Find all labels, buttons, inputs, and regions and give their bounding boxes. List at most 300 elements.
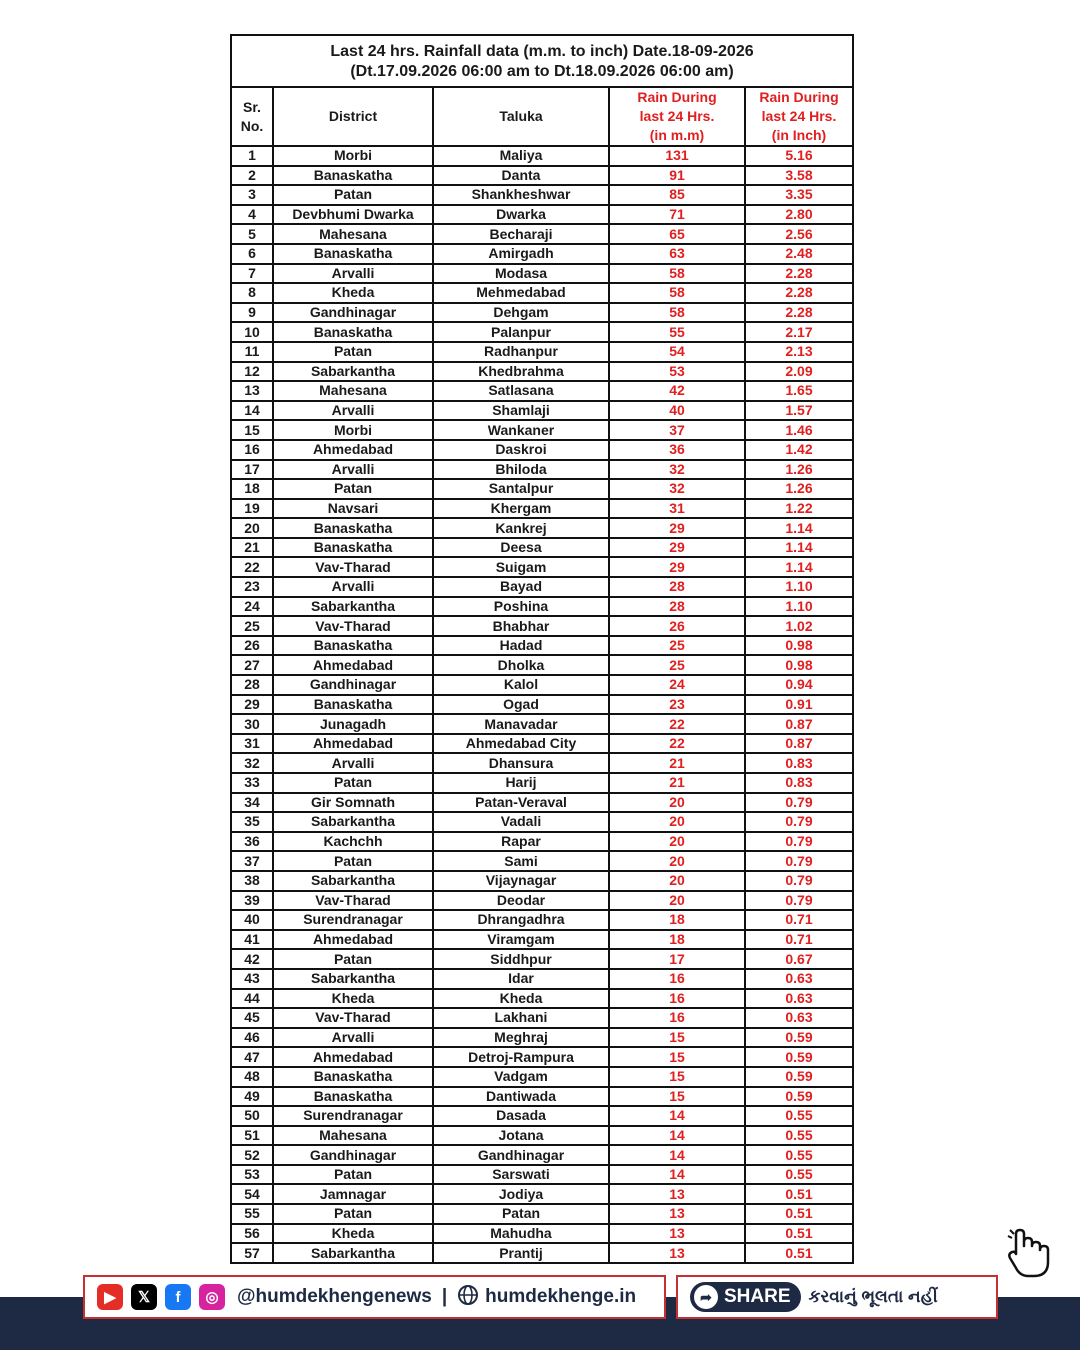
cell-district: Gandhinagar: [273, 303, 433, 323]
cell-district: Vav-Tharad: [273, 557, 433, 577]
cell-sr-no: 27: [231, 655, 273, 675]
cell-sr-no: 1: [231, 146, 273, 166]
cell-taluka: Bhiloda: [433, 460, 609, 480]
cell-rain-inch: 0.94: [745, 675, 853, 695]
cell-sr-no: 36: [231, 832, 273, 852]
cell-taluka: Mehmedabad: [433, 283, 609, 303]
cell-sr-no: 23: [231, 577, 273, 597]
table-row: [231, 597, 853, 617]
cell-sr-no: 40: [231, 910, 273, 930]
cell-district: Patan: [273, 342, 433, 362]
cell-rain-mm: 18: [609, 910, 745, 930]
cell-rain-inch: 1.26: [745, 479, 853, 499]
cell-rain-mm: 25: [609, 655, 745, 675]
cell-rain-inch: 0.79: [745, 793, 853, 813]
cell-sr-no: 55: [231, 1204, 273, 1224]
cell-district: Banaskatha: [273, 322, 433, 342]
cell-rain-inch: 0.79: [745, 851, 853, 871]
cell-rain-inch: 0.51: [745, 1184, 853, 1204]
cell-taluka: Danta: [433, 166, 609, 186]
table-row: [231, 812, 853, 832]
table-row: [231, 636, 853, 656]
cell-taluka: Dwarka: [433, 205, 609, 225]
cell-taluka: Maliya: [433, 146, 609, 166]
cell-rain-inch: 0.98: [745, 636, 853, 656]
cell-district: Arvalli: [273, 264, 433, 284]
cell-rain-mm: 18: [609, 930, 745, 950]
table-row: [231, 675, 853, 695]
cell-district: Patan: [273, 1204, 433, 1224]
cell-sr-no: 6: [231, 244, 273, 264]
cell-taluka: Hadad: [433, 636, 609, 656]
cell-rain-mm: 32: [609, 460, 745, 480]
cell-rain-mm: 28: [609, 577, 745, 597]
cell-rain-mm: 13: [609, 1184, 745, 1204]
header-sr-no: [231, 87, 273, 146]
cell-rain-mm: 16: [609, 1008, 745, 1028]
cell-sr-no: 22: [231, 557, 273, 577]
cell-district: Patan: [273, 185, 433, 205]
cell-taluka: Kheda: [433, 989, 609, 1009]
table-row: [231, 989, 853, 1009]
table-row: [231, 224, 853, 244]
cell-district: Mahesana: [273, 381, 433, 401]
cell-taluka: Jotana: [433, 1126, 609, 1146]
cell-rain-mm: 14: [609, 1165, 745, 1185]
cell-district: Sabarkantha: [273, 362, 433, 382]
cell-rain-mm: 20: [609, 832, 745, 852]
table-row: [231, 832, 853, 852]
cell-sr-no: 41: [231, 930, 273, 950]
cell-rain-inch: 0.79: [745, 812, 853, 832]
cell-taluka: Kalol: [433, 675, 609, 695]
cell-rain-inch: 1.42: [745, 440, 853, 460]
cell-rain-mm: 26: [609, 616, 745, 636]
cell-rain-mm: 85: [609, 185, 745, 205]
cell-sr-no: 49: [231, 1087, 273, 1107]
header-mm-line-2: last 24 Hrs.: [639, 108, 715, 124]
header-district: District: [273, 87, 433, 146]
cell-rain-mm: 22: [609, 714, 745, 734]
table-row: [231, 1028, 853, 1048]
table-row: [231, 420, 853, 440]
cell-rain-inch: 0.59: [745, 1087, 853, 1107]
cell-district: Arvalli: [273, 401, 433, 421]
cell-district: Junagadh: [273, 714, 433, 734]
cell-district: Banaskatha: [273, 538, 433, 558]
cell-taluka: Vadali: [433, 812, 609, 832]
share-bar: [676, 1275, 998, 1319]
header-taluka: Taluka: [433, 87, 609, 146]
cell-sr-no: 20: [231, 518, 273, 538]
table-row: [231, 518, 853, 538]
table-row: [231, 773, 853, 793]
cell-district: Patan: [273, 949, 433, 969]
cell-rain-mm: 21: [609, 773, 745, 793]
cell-district: Patan: [273, 479, 433, 499]
cell-district: Kheda: [273, 283, 433, 303]
youtube-icon[interactable]: ▶: [97, 1284, 123, 1310]
cell-district: Arvalli: [273, 753, 433, 773]
table-row: [231, 1106, 853, 1126]
cell-sr-no: 12: [231, 362, 273, 382]
cell-sr-no: 43: [231, 969, 273, 989]
cell-taluka: Santalpur: [433, 479, 609, 499]
cell-taluka: Vadgam: [433, 1067, 609, 1087]
table-row: [231, 910, 853, 930]
cell-rain-inch: 3.58: [745, 166, 853, 186]
table-row: [231, 401, 853, 421]
cell-taluka: Manavadar: [433, 714, 609, 734]
table-row: [231, 1145, 853, 1165]
cell-rain-inch: 1.46: [745, 420, 853, 440]
cell-sr-no: 44: [231, 989, 273, 1009]
cell-taluka: Deodar: [433, 891, 609, 911]
cell-district: Patan: [273, 1165, 433, 1185]
table-row: [231, 616, 853, 636]
cell-rain-inch: 2.17: [745, 322, 853, 342]
share-arrow-icon: ➦: [694, 1285, 718, 1309]
table-row: [231, 734, 853, 754]
table-row: [231, 891, 853, 911]
cell-district: Gir Somnath: [273, 793, 433, 813]
cell-sr-no: 52: [231, 1145, 273, 1165]
cell-sr-no: 28: [231, 675, 273, 695]
cell-rain-mm: 20: [609, 793, 745, 813]
cell-sr-no: 14: [231, 401, 273, 421]
cell-rain-mm: 32: [609, 479, 745, 499]
cell-district: Ahmedabad: [273, 930, 433, 950]
cell-rain-inch: 2.28: [745, 303, 853, 323]
cell-rain-inch: 0.55: [745, 1165, 853, 1185]
cell-sr-no: 53: [231, 1165, 273, 1185]
cell-sr-no: 17: [231, 460, 273, 480]
table-row: [231, 557, 853, 577]
cell-rain-inch: 0.59: [745, 1028, 853, 1048]
social-handle[interactable]: @humdekhengenews: [237, 1286, 432, 1307]
table-row: [231, 264, 853, 284]
cell-sr-no: 29: [231, 695, 273, 715]
cell-rain-inch: 0.71: [745, 930, 853, 950]
cell-taluka: Kankrej: [433, 518, 609, 538]
cell-rain-inch: 2.09: [745, 362, 853, 382]
header-mm-line-3: (in m.m): [649, 127, 705, 143]
cell-sr-no: 38: [231, 871, 273, 891]
header-sr-line: Sr.: [243, 98, 261, 115]
cell-rain-inch: 1.14: [745, 557, 853, 577]
cell-rain-inch: 2.48: [745, 244, 853, 264]
cell-taluka: Daskroi: [433, 440, 609, 460]
cell-taluka: Dhrangadhra: [433, 910, 609, 930]
cell-sr-no: 47: [231, 1047, 273, 1067]
rainfall-table: [230, 34, 854, 1264]
cell-sr-no: 46: [231, 1028, 273, 1048]
cell-district: Banaskatha: [273, 695, 433, 715]
cell-taluka: Harij: [433, 773, 609, 793]
cell-taluka: Poshina: [433, 597, 609, 617]
cell-sr-no: 34: [231, 793, 273, 813]
cell-district: Sabarkantha: [273, 597, 433, 617]
cell-taluka: Patan: [433, 1204, 609, 1224]
cell-rain-mm: 15: [609, 1087, 745, 1107]
cell-rain-inch: 2.28: [745, 283, 853, 303]
cell-rain-mm: 14: [609, 1145, 745, 1165]
cell-district: Sabarkantha: [273, 812, 433, 832]
cell-taluka: Sami: [433, 851, 609, 871]
cell-sr-no: 42: [231, 949, 273, 969]
instagram-icon[interactable]: ◎: [199, 1284, 225, 1310]
table-title: [231, 35, 853, 87]
cell-rain-mm: 15: [609, 1067, 745, 1087]
table-row: [231, 499, 853, 519]
cell-district: Ahmedabad: [273, 655, 433, 675]
cell-rain-inch: 0.63: [745, 969, 853, 989]
social-bar: [83, 1275, 666, 1319]
website-link[interactable]: humdekhenge.in: [485, 1286, 637, 1307]
table-row: [231, 793, 853, 813]
cell-sr-no: 13: [231, 381, 273, 401]
cell-taluka: Gandhinagar: [433, 1145, 609, 1165]
cell-rain-inch: 1.02: [745, 616, 853, 636]
cell-taluka: Rapar: [433, 832, 609, 852]
cell-rain-mm: 17: [609, 949, 745, 969]
table-row: [231, 460, 853, 480]
cell-rain-mm: 14: [609, 1106, 745, 1126]
cell-rain-inch: 0.63: [745, 1008, 853, 1028]
cell-rain-mm: 28: [609, 597, 745, 617]
footer-separator: |: [441, 1286, 448, 1307]
cell-rain-inch: 0.51: [745, 1204, 853, 1224]
table-row: [231, 283, 853, 303]
cell-rain-inch: 1.26: [745, 460, 853, 480]
header-mm-line-1: Rain During: [637, 89, 717, 105]
table-row: [231, 871, 853, 891]
cell-rain-mm: 58: [609, 264, 745, 284]
share-button[interactable]: [690, 1282, 801, 1312]
cell-district: Ahmedabad: [273, 1047, 433, 1067]
cell-rain-mm: 58: [609, 283, 745, 303]
facebook-icon[interactable]: f: [165, 1284, 191, 1310]
cell-district: Banaskatha: [273, 244, 433, 264]
cell-sr-no: 39: [231, 891, 273, 911]
title-line-1: Last 24 hrs. Rainfall data (m.m. to inch) Date.18-09-2026: [330, 43, 754, 60]
cell-rain-inch: 0.51: [745, 1243, 853, 1263]
cell-taluka: Prantij: [433, 1243, 609, 1263]
cell-rain-mm: 15: [609, 1028, 745, 1048]
cell-taluka: Vijaynagar: [433, 871, 609, 891]
cell-rain-mm: 20: [609, 851, 745, 871]
cell-district: Ahmedabad: [273, 440, 433, 460]
table-row: [231, 166, 853, 186]
cell-rain-inch: 0.87: [745, 714, 853, 734]
cell-taluka: Satlasana: [433, 381, 609, 401]
cell-rain-mm: 54: [609, 342, 745, 362]
table-row: [231, 205, 853, 225]
cell-rain-inch: 0.71: [745, 910, 853, 930]
cell-taluka: Amirgadh: [433, 244, 609, 264]
cell-district: Arvalli: [273, 460, 433, 480]
table-row: [231, 714, 853, 734]
cell-district: Vav-Tharad: [273, 891, 433, 911]
cell-district: Arvalli: [273, 1028, 433, 1048]
cell-rain-mm: 29: [609, 538, 745, 558]
x-icon[interactable]: 𝕏: [131, 1284, 157, 1310]
table-row: [231, 1087, 853, 1107]
cell-rain-mm: 13: [609, 1224, 745, 1244]
cell-rain-inch: 0.67: [745, 949, 853, 969]
cell-rain-mm: 21: [609, 753, 745, 773]
cell-sr-no: 45: [231, 1008, 273, 1028]
hand-pointer-icon: [1006, 1228, 1054, 1285]
cell-taluka: Sarswati: [433, 1165, 609, 1185]
cell-district: Jamnagar: [273, 1184, 433, 1204]
table-row: [231, 753, 853, 773]
cell-taluka: Suigam: [433, 557, 609, 577]
cell-rain-inch: 0.79: [745, 871, 853, 891]
cell-taluka: Dholka: [433, 655, 609, 675]
cell-district: Sabarkantha: [273, 1243, 433, 1263]
cell-district: Kachchh: [273, 832, 433, 852]
cell-rain-inch: 0.59: [745, 1047, 853, 1067]
cell-rain-inch: 0.83: [745, 753, 853, 773]
cell-taluka: Khergam: [433, 499, 609, 519]
table-row: [231, 949, 853, 969]
cell-rain-mm: 14: [609, 1126, 745, 1146]
table-row: [231, 1067, 853, 1087]
cell-rain-inch: 1.14: [745, 538, 853, 558]
cell-sr-no: 4: [231, 205, 273, 225]
cell-rain-mm: 29: [609, 518, 745, 538]
cell-rain-inch: 1.22: [745, 499, 853, 519]
cell-sr-no: 5: [231, 224, 273, 244]
table-row: [231, 1204, 853, 1224]
cell-rain-mm: 20: [609, 812, 745, 832]
cell-rain-inch: 2.56: [745, 224, 853, 244]
cell-district: Morbi: [273, 420, 433, 440]
cell-rain-mm: 13: [609, 1204, 745, 1224]
cell-rain-mm: 40: [609, 401, 745, 421]
table-row: [231, 969, 853, 989]
cell-taluka: Dasada: [433, 1106, 609, 1126]
cell-rain-mm: 24: [609, 675, 745, 695]
cell-district: Kheda: [273, 989, 433, 1009]
header-inch-line-3: (in Inch): [771, 127, 827, 143]
cell-taluka: Mahudha: [433, 1224, 609, 1244]
table-row: [231, 362, 853, 382]
cell-rain-inch: 0.98: [745, 655, 853, 675]
cell-rain-mm: 25: [609, 636, 745, 656]
cell-taluka: Lakhani: [433, 1008, 609, 1028]
cell-rain-inch: 0.83: [745, 773, 853, 793]
cell-rain-inch: 0.63: [745, 989, 853, 1009]
table-row: [231, 381, 853, 401]
cell-rain-inch: 1.14: [745, 518, 853, 538]
header-rain-inch: [745, 87, 853, 146]
header-no-line: No.: [240, 117, 264, 134]
cell-rain-inch: 0.87: [745, 734, 853, 754]
table-row: [231, 342, 853, 362]
cell-district: Banaskatha: [273, 1087, 433, 1107]
cell-sr-no: 16: [231, 440, 273, 460]
cell-taluka: Khedbrahma: [433, 362, 609, 382]
cell-sr-no: 21: [231, 538, 273, 558]
cell-taluka: Radhanpur: [433, 342, 609, 362]
cell-sr-no: 9: [231, 303, 273, 323]
cell-rain-mm: 16: [609, 969, 745, 989]
header-inch-line-1: Rain During: [759, 89, 839, 105]
cell-taluka: Jodiya: [433, 1184, 609, 1204]
cell-taluka: Patan-Veraval: [433, 793, 609, 813]
cell-sr-no: 19: [231, 499, 273, 519]
share-note: કરવાનું ભૂલતા નહીં: [808, 1287, 938, 1306]
cell-sr-no: 37: [231, 851, 273, 871]
cell-taluka: Ogad: [433, 695, 609, 715]
cell-taluka: Shamlaji: [433, 401, 609, 421]
cell-district: Vav-Tharad: [273, 1008, 433, 1028]
cell-rain-mm: 55: [609, 322, 745, 342]
cell-sr-no: 35: [231, 812, 273, 832]
cell-rain-mm: 53: [609, 362, 745, 382]
cell-rain-inch: 0.59: [745, 1067, 853, 1087]
cell-rain-inch: 0.91: [745, 695, 853, 715]
cell-rain-inch: 1.57: [745, 401, 853, 421]
cell-rain-inch: 5.16: [745, 146, 853, 166]
cell-district: Navsari: [273, 499, 433, 519]
cell-sr-no: 32: [231, 753, 273, 773]
cell-taluka: Becharaji: [433, 224, 609, 244]
cell-district: Sabarkantha: [273, 871, 433, 891]
cell-sr-no: 7: [231, 264, 273, 284]
cell-taluka: Detroj-Rampura: [433, 1047, 609, 1067]
cell-taluka: Dhansura: [433, 753, 609, 773]
cell-rain-mm: 22: [609, 734, 745, 754]
cell-sr-no: 30: [231, 714, 273, 734]
table-row: [231, 538, 853, 558]
cell-district: Ahmedabad: [273, 734, 433, 754]
cell-rain-mm: 20: [609, 891, 745, 911]
cell-rain-inch: 1.10: [745, 577, 853, 597]
header-rain-mm: [609, 87, 745, 146]
cell-rain-inch: 3.35: [745, 185, 853, 205]
cell-taluka: Palanpur: [433, 322, 609, 342]
cell-rain-inch: 0.51: [745, 1224, 853, 1244]
cell-rain-inch: 0.79: [745, 891, 853, 911]
table-row: [231, 695, 853, 715]
cell-sr-no: 25: [231, 616, 273, 636]
table-row: [231, 1184, 853, 1204]
globe-icon: [457, 1284, 479, 1311]
cell-district: Surendranagar: [273, 1106, 433, 1126]
cell-sr-no: 48: [231, 1067, 273, 1087]
cell-sr-no: 11: [231, 342, 273, 362]
table-row: [231, 479, 853, 499]
cell-sr-no: 15: [231, 420, 273, 440]
cell-sr-no: 51: [231, 1126, 273, 1146]
cell-rain-mm: 63: [609, 244, 745, 264]
cell-sr-no: 50: [231, 1106, 273, 1126]
cell-rain-mm: 29: [609, 557, 745, 577]
cell-taluka: Bhabhar: [433, 616, 609, 636]
cell-sr-no: 10: [231, 322, 273, 342]
cell-district: Patan: [273, 773, 433, 793]
header-inch-line-2: last 24 Hrs.: [761, 108, 837, 124]
cell-taluka: Meghraj: [433, 1028, 609, 1048]
table-row: [231, 146, 853, 166]
table-row: [231, 1047, 853, 1067]
cell-district: Patan: [273, 851, 433, 871]
cell-district: Mahesana: [273, 224, 433, 244]
table-row: [231, 440, 853, 460]
